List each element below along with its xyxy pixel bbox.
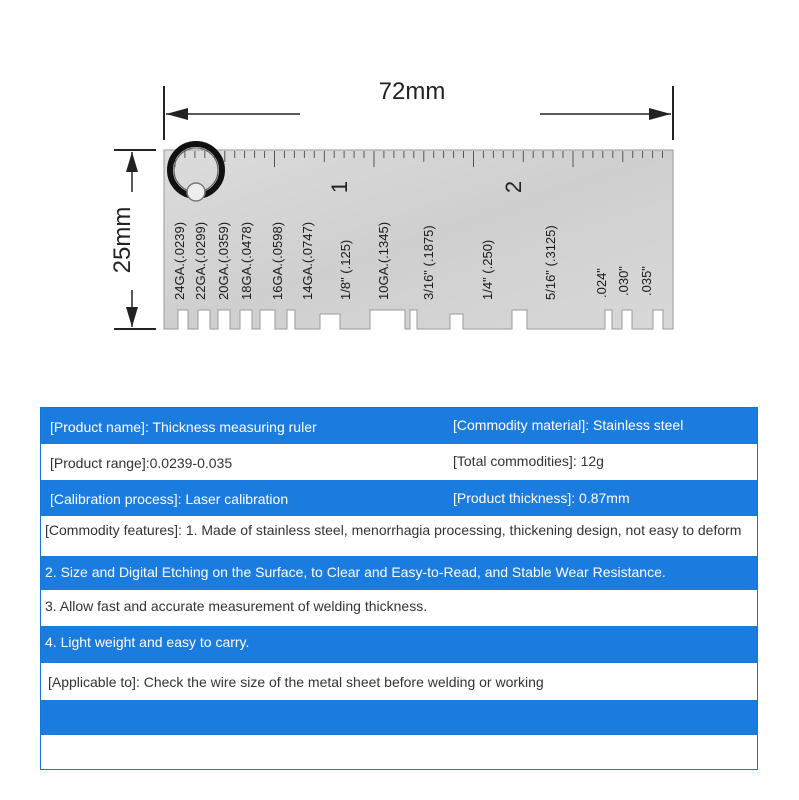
feature-2: 2. Size and Digital Etching on the Surface, to Clear and Easy-to-Read, and Stable Wear Resistance. [45, 564, 666, 580]
table-row [41, 626, 757, 663]
gauge-label: 1/8" (.125) [338, 239, 353, 300]
commodity-features: [Commodity features]: 1. Made of stainless steel, menorrhagia processing, thickening design, not easy to deform [45, 522, 742, 538]
gauge-label: 10GA.(.1345) [376, 221, 391, 300]
scale-number-1: 1 [327, 180, 352, 194]
product-range: [Product range]:0.0239-0.035 [50, 455, 233, 471]
gauge-label: 18GA.(.0478) [239, 221, 254, 300]
table-row [41, 444, 757, 480]
gauge-label: 14GA.(.0747) [300, 221, 315, 300]
product-thickness: [Product thickness]: 0.87mm [453, 490, 630, 506]
scale-number-2: 2 [501, 180, 526, 194]
gauge-label: 24GA.(.0239) [172, 221, 187, 300]
gauge-label: 22GA.(.0299) [193, 221, 208, 300]
table-row [41, 556, 757, 590]
table-row [41, 480, 757, 516]
calibration-process: [Calibration process]: Laser calibration [50, 491, 289, 507]
product-name: [Product name]: Thickness measuring ruler [50, 419, 317, 435]
gauge-label: .035" [639, 266, 654, 296]
table-row-empty [41, 735, 757, 769]
applicable-to: [Applicable to]: Check the wire size of the metal sheet before welding or working [48, 674, 544, 690]
feature-4: 4. Light weight and easy to carry. [45, 634, 250, 650]
table-row [41, 516, 757, 556]
table-row [41, 408, 757, 444]
gauge-label: .030" [616, 266, 631, 296]
feature-3: 3. Allow fast and accurate measurement of welding thickness. [45, 598, 428, 614]
gauge-label: 5/16" (.3125) [543, 225, 558, 300]
spec-table [40, 407, 758, 770]
commodity-material: [Commodity material]: Stainless steel [453, 417, 684, 433]
gauge-label: 20GA.(.0359) [216, 221, 231, 300]
gauge-label: 16GA.(.0598) [270, 221, 285, 300]
width-label: 72mm [378, 78, 446, 105]
total-commodities: [Total commodities]: 12g [453, 453, 604, 469]
gauge-label: 3/16" (.1875) [421, 225, 436, 300]
gauge-label: .024" [594, 268, 609, 298]
table-row [41, 590, 757, 626]
gauge-label: 1/4" (.250) [480, 239, 495, 300]
table-row [41, 663, 757, 700]
table-row-empty [41, 700, 757, 735]
height-label: 25mm [109, 206, 136, 274]
